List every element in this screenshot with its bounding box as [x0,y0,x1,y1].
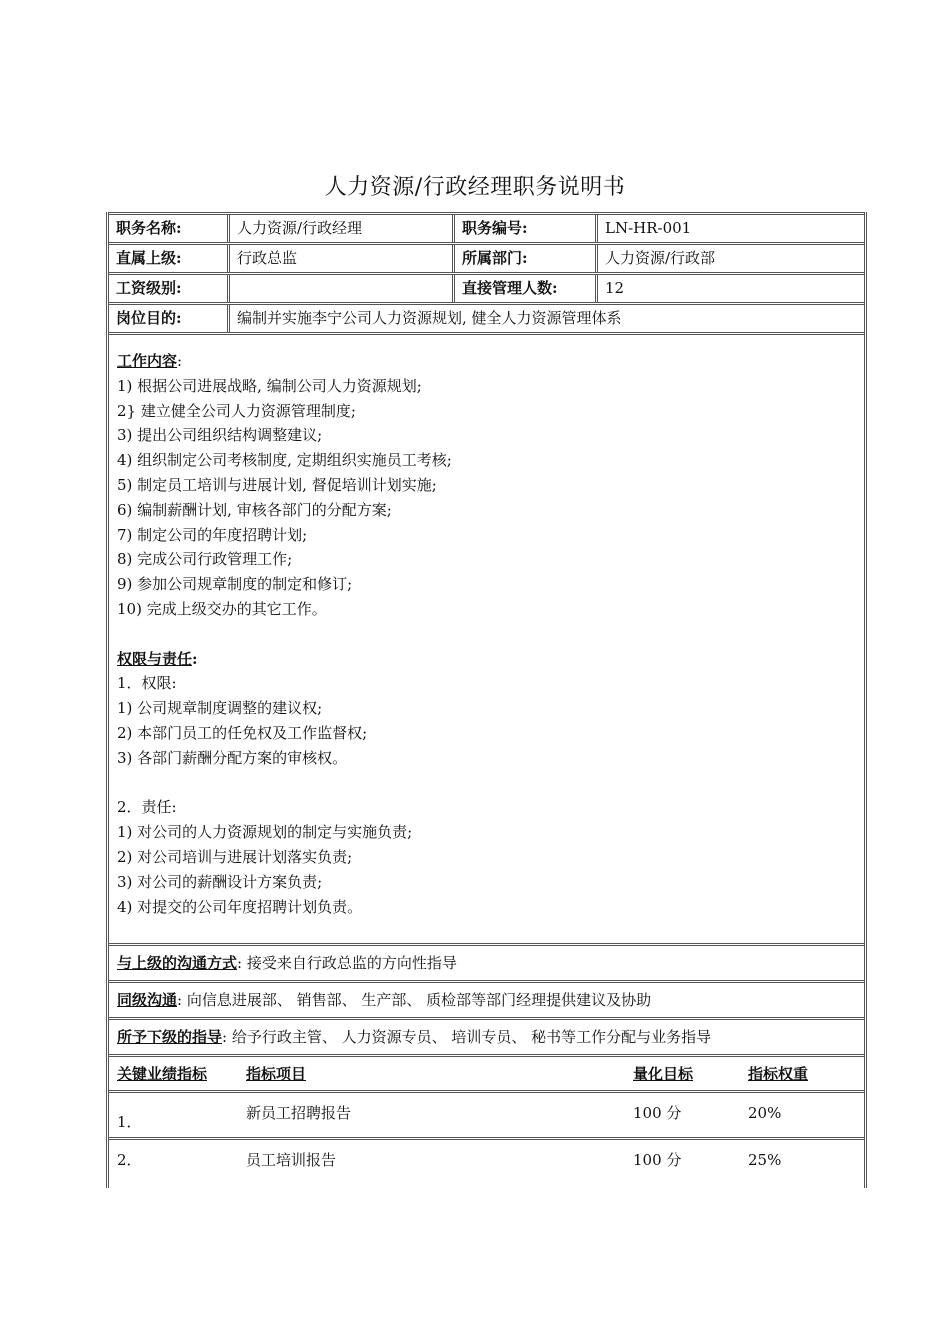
subordinates-label: 直接管理人数: [452,275,595,302]
upward-communication-text: : 接受来自行政总监的方向性指导 [237,954,457,973]
kpi-header-indicator: 关键业绩指标 [117,1064,208,1083]
department-value: 人力资源/行政部 [595,245,864,272]
work-item: 7) 制定公司的年度招聘计划; [117,525,308,544]
responsibility-item: 4) 对提交的公司年度招聘计划负责。 [117,897,363,916]
salary-grade-value [227,275,452,302]
work-item: 6) 编制薪酬计划, 审核各部门的分配方案; [117,500,392,519]
content-section [109,332,864,943]
job-title-label: 职务名称: [116,219,182,237]
authority-item: 2) 本部门员工的任免权及工作监督权; [117,723,368,742]
supervisor-value: 行政总监 [227,245,452,272]
authority-heading [117,647,856,672]
upward-communication-label: 与上级的沟通方式 [117,954,238,973]
kpi-row-weight: 20% [748,1104,782,1123]
kpi-row [109,1090,864,1137]
work-item: 1) 根据公司进展战略, 编制公司人力资源规划; [117,376,422,395]
kpi-row-number: 2． [117,1151,142,1170]
work-item: 2} 建立健全公司人力资源管理制度; [117,401,356,420]
authority-heading-text: 权限与责任 [117,649,193,668]
purpose-value: 编制并实施李宁公司人力资源规划, 健全人力资源管理体系 [227,305,864,332]
peer-communication-text: : 向信息进展部、 销售部、 生产部、 质检部等部门经理提供建议及协助 [177,991,652,1010]
kpi-header-item: 指标项目 [246,1064,307,1083]
peer-communication-row [109,980,864,1017]
info-row-2 [109,242,864,272]
supervisor-label: 直属上级: [116,249,182,267]
work-item: 10) 完成上级交办的其它工作。 [117,599,327,618]
document-title: 人力资源/行政经理职务说明书 [324,175,626,200]
responsibility-item: 2) 对公司培训与进展计划落实负责; [117,847,353,866]
job-description-table [106,212,867,1188]
subordinate-guidance-text: : 给予行政主管、 人力资源专员、 培训专员、 秘书等工作分配与业务指导 [222,1028,712,1047]
work-heading [117,349,856,374]
job-title-value: 人力资源/行政经理 [227,215,452,242]
job-code-value: LN-HR-001 [595,215,864,242]
info-row-3 [109,272,864,302]
work-item: 5) 制定员工培训与进展计划, 督促培训计划实施; [117,475,437,494]
info-row-4 [109,302,864,332]
upward-communication-row [109,943,864,980]
subordinates-value: 12 [595,275,864,302]
authority-subheading: 1．权限: [117,674,177,693]
peer-communication-label: 同级沟通 [117,991,178,1010]
authority-item: 3) 各部门薪酬分配方案的审核权。 [117,748,348,767]
purpose-label: 岗位目的: [116,309,182,327]
responsibility-subheading: 2．责任: [117,798,177,817]
kpi-row-target: 100 分 [633,1151,682,1170]
kpi-row-weight: 25% [748,1151,782,1170]
department-label: 所属部门: [452,245,595,272]
work-heading-text: 工作内容 [117,352,178,370]
info-row-1 [109,212,864,242]
salary-grade-label: 工资级别: [116,279,182,297]
kpi-row-number: 1． [117,1113,142,1132]
kpi-header-weight: 指标权重 [748,1064,809,1083]
authority-heading-colon: : [192,649,198,668]
kpi-row-item: 员工培训报告 [246,1151,337,1170]
kpi-header-target: 量化目标 [633,1064,694,1083]
job-code-label: 职务编号: [452,215,595,242]
kpi-row-item: 新员工招聘报告 [246,1104,352,1123]
responsibility-item: 3) 对公司的薪酬设计方案负责; [117,872,323,891]
subordinate-guidance-label: 所予下级的指导 [117,1028,223,1047]
kpi-row [109,1137,864,1188]
kpi-row-target: 100 分 [633,1104,682,1123]
responsibility-item: 1) 对公司的人力资源规划的制定与实施负责; [117,823,413,842]
work-item: 3) 提出公司组织结构调整建议; [117,426,323,445]
kpi-header-row [109,1054,864,1090]
work-item: 9) 参加公司规章制度的制定和修订; [117,575,353,594]
work-item: 8) 完成公司行政管理工作; [117,550,293,569]
work-heading-colon: : [177,352,183,370]
subordinate-guidance-row [109,1017,864,1054]
work-item: 4) 组织制定公司考核制度, 定期组织实施员工考核; [117,451,452,470]
authority-item: 1) 公司规章制度调整的建议权; [117,699,323,718]
